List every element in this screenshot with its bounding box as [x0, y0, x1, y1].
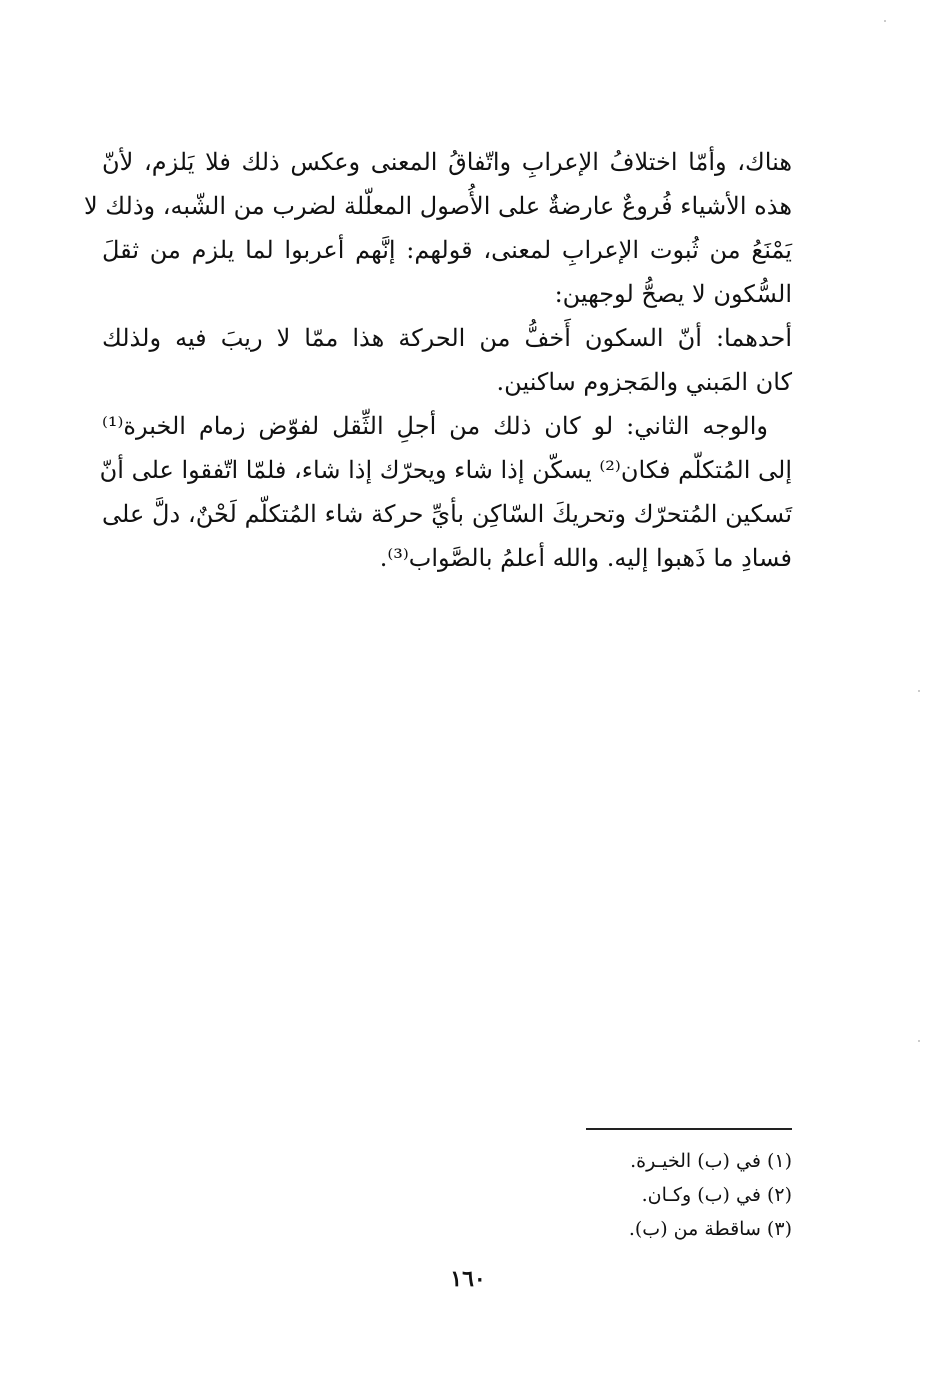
page-number: ١٦٠	[450, 1266, 486, 1292]
body-line: تَسكين المُتحرّك وتحريكَ السّاكِن بأيِّ حركة شاء المُتكلّم لَحْنٌ، دلَّ على	[102, 500, 792, 528]
body-line: فسادِ ما ذَهبوا إليه. والله أعلمُ بالصَّواب⁽³⁾.	[379, 544, 792, 572]
body-line: والوجه الثاني: لو كان ذلك من أجلِ الثِّقل لفوّض زمام الخبرة⁽¹⁾	[102, 412, 768, 440]
body-line: السُّكون لا يصحُّ لوجهين:	[554, 280, 792, 308]
body-line: كان المَبني والمَجزوم ساكنين.	[496, 368, 792, 396]
body-line: أحدهما: أنّ السكون أَخفُّ من الحركة هذا ممّا لا ريبَ فيه ولذلك	[102, 324, 792, 352]
body-line: هناك، وأمّا اختلافُ الإعرابِ واتّفاقُ المعنى وعكس ذلك فلا يَلزم، لأنّ	[102, 148, 792, 176]
footnote: (٢) في (ب) وكـان.	[641, 1184, 792, 1206]
footnote-separator	[586, 1128, 792, 1130]
footnote: (٣) ساقطة من (ب).	[628, 1218, 792, 1240]
scan-speck	[918, 1040, 920, 1042]
body-text	[83, 140, 792, 580]
body-line: هذه الأشياء فُروعٌ عارضةٌ على الأُصول المعلّلة لضرب من الشّبه، وذلك لا	[83, 192, 792, 220]
footnote: (١) في (ب) الخيـرة.	[630, 1150, 792, 1172]
footnotes	[500, 1144, 792, 1246]
scan-speck	[884, 20, 886, 22]
body-line: يَمْنَعُ من ثُبوت الإعرابِ لمعنى، قولهم: إنَّهم أعربوا لما يلزم من ثقلَ	[102, 236, 792, 264]
scan-speck	[918, 690, 920, 692]
body-line: إلى المُتكلّم فكان⁽²⁾ يسكّن إذا شاء ويحرّك إذا شاء، فلمّا اتّفقوا على أنّ	[99, 456, 792, 484]
